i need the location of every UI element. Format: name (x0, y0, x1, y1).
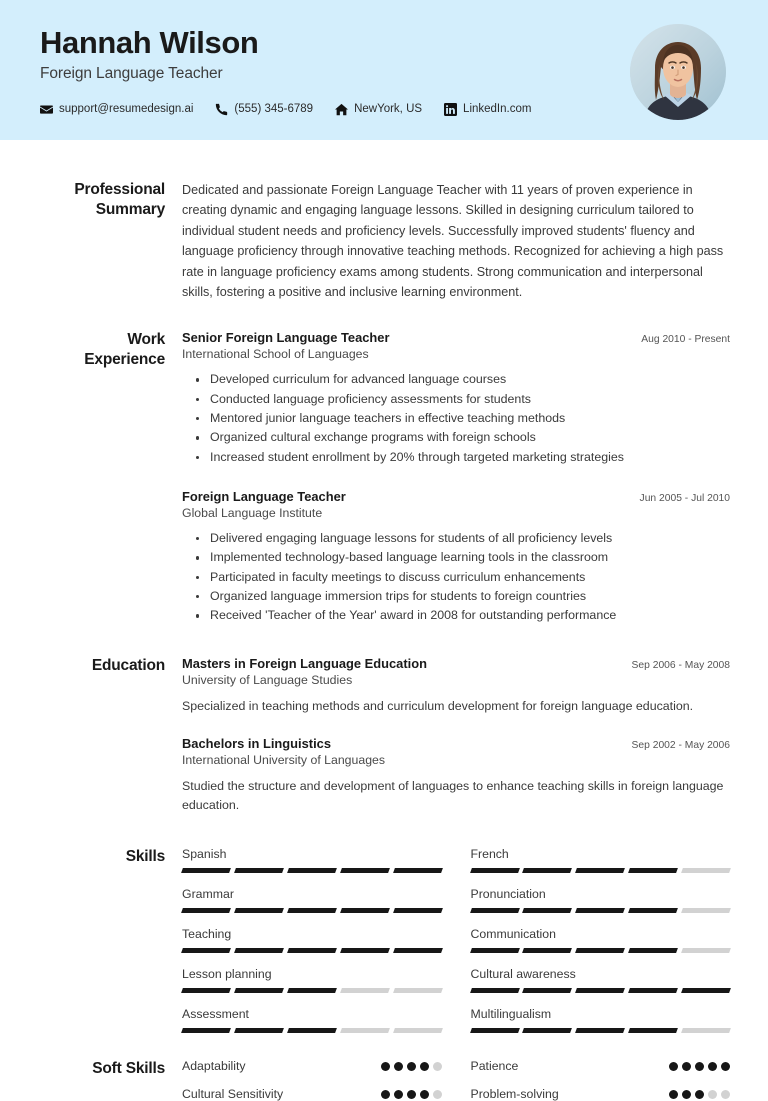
section-work-experience (0, 330, 730, 625)
work-entry (182, 489, 730, 626)
skill-level-bar (471, 948, 731, 953)
rating-dot (407, 1062, 416, 1071)
rating-dot (433, 1090, 442, 1099)
rating-dot (682, 1062, 691, 1071)
home-icon (335, 103, 348, 116)
rating-dot (695, 1062, 704, 1071)
section-label-soft-skills: Soft Skills (92, 1060, 165, 1078)
bullet-item: Developed curriculum for advanced language courses (196, 370, 730, 389)
bullet-item: Implemented technology-based language learning tools in the classroom (196, 548, 730, 567)
skill-level-segment (470, 868, 520, 873)
rating-dot (682, 1090, 691, 1099)
rating-dot (394, 1062, 403, 1071)
skill-name: Communication (470, 927, 556, 942)
contact-email-text: support@resumedesign.ai (59, 103, 194, 116)
bullet-item: Received 'Teacher of the Year' award in 2008 for outstanding performance (196, 606, 730, 625)
contact-email[interactable] (40, 103, 193, 116)
skill-item (471, 967, 731, 993)
skill-level-segment (470, 1028, 520, 1033)
skill-level-segment (340, 988, 390, 993)
section-label-education: Education (91, 656, 165, 674)
skill-level-bar (182, 948, 442, 953)
skill-level-segment (181, 868, 231, 873)
skill-item (471, 1007, 731, 1033)
skill-level-segment (575, 988, 625, 993)
work-entry-head (182, 489, 730, 504)
section-label-work-line2: Experience (84, 351, 165, 369)
education-institution: International University of Languages (182, 753, 386, 767)
skill-level-segment (681, 948, 731, 953)
skill-level-segment (234, 868, 284, 873)
bullet-item: Organized cultural exchange programs with foreign schools (196, 428, 730, 447)
work-entry-organization: Global Language Institute (182, 506, 323, 521)
rating-dot (669, 1062, 678, 1071)
skill-level-segment (522, 868, 572, 873)
education-institution: University of Language Studies (182, 672, 353, 687)
rating-dot (420, 1090, 429, 1099)
contact-linkedin-text: LinkedIn.com (463, 103, 532, 116)
skill-name: Assessment (182, 1007, 249, 1022)
skill-level-segment (575, 1028, 625, 1033)
bullet-item: Increased student enrollment by 20% through targeted marketing strategies (196, 448, 730, 467)
skill-level-segment (340, 1028, 390, 1033)
work-entry-date: Jun 2005 - Jul 2010 (639, 493, 730, 505)
contact-row (40, 103, 728, 116)
rating-dot (708, 1090, 717, 1099)
education-entry-head (182, 736, 730, 751)
education-body (165, 656, 730, 816)
section-label-summary (0, 180, 165, 220)
skill-level-segment (681, 1028, 731, 1033)
education-description: Studied the structure and development of languages to enhance teaching skills in foreign language education. (182, 779, 724, 813)
skill-name: French (470, 847, 509, 862)
soft-skill-rating (669, 1090, 730, 1099)
skill-level-segment (234, 988, 284, 993)
skill-level-segment (628, 1028, 678, 1033)
skill-level-segment (470, 908, 520, 913)
skill-level-bar (471, 908, 731, 913)
skill-level-segment (681, 908, 731, 913)
soft-skill-rating (669, 1062, 730, 1071)
bullet-item: Organized language immersion trips for students to foreign countries (196, 587, 730, 606)
skill-level-segment (522, 988, 572, 993)
skill-level-segment (470, 988, 520, 993)
soft-skills-grid (182, 1059, 730, 1101)
linkedin-icon (444, 103, 457, 116)
section-professional-summary (0, 180, 730, 302)
skill-level-segment (522, 948, 572, 953)
skill-item (471, 887, 731, 913)
skill-item (471, 847, 731, 873)
contact-linkedin[interactable] (444, 103, 531, 116)
summary-body (165, 180, 730, 302)
skill-level-segment (181, 948, 231, 953)
skill-item (182, 967, 442, 993)
rating-dot (721, 1090, 730, 1099)
section-label-summary-line1: Professional (74, 181, 165, 198)
skill-level-segment (287, 1028, 337, 1033)
skill-name: Grammar (182, 887, 234, 902)
skill-level-segment (628, 948, 678, 953)
skill-level-segment (340, 908, 390, 913)
education-description: Specialized in teaching methods and curriculum development for foreign language education. (182, 698, 694, 713)
soft-skills-body (165, 1059, 730, 1101)
work-entry-bullets (182, 370, 730, 467)
skill-name: Spanish (182, 847, 227, 862)
skill-level-segment (393, 1028, 443, 1033)
soft-skill-name: Cultural Sensitivity (182, 1087, 284, 1101)
soft-skill-rating (381, 1062, 442, 1071)
contact-phone-text: (555) 345-6789 (234, 103, 314, 116)
skill-level-bar (182, 988, 442, 993)
skill-level-segment (340, 948, 390, 953)
skill-level-segment (628, 908, 678, 913)
work-entry-title: Senior Foreign Language Teacher (182, 330, 390, 346)
bullet-item: Participated in faculty meetings to discuss curriculum enhancements (196, 568, 730, 587)
resume-header (0, 0, 768, 140)
job-title: Foreign Language Teacher (40, 64, 223, 82)
skill-level-segment (628, 988, 678, 993)
work-entry-date: Aug 2010 - Present (641, 334, 730, 346)
education-date: Sep 2002 - May 2006 (631, 740, 730, 751)
skills-body (165, 847, 730, 1047)
skill-level-segment (287, 908, 337, 913)
education-entry-head (182, 656, 730, 671)
contact-phone[interactable] (215, 103, 313, 116)
skill-item (471, 927, 731, 953)
skill-level-bar (182, 908, 442, 913)
education-entry (182, 656, 730, 716)
skill-level-segment (287, 948, 337, 953)
skill-item (182, 847, 442, 873)
section-label-skills: Skills (125, 848, 165, 866)
soft-skill-name: Adaptability (182, 1059, 246, 1074)
skill-level-segment (393, 948, 443, 953)
soft-skill-item (471, 1059, 731, 1073)
skill-name: Cultural awareness (470, 967, 576, 982)
skill-level-segment (575, 948, 625, 953)
skill-level-segment (287, 868, 337, 873)
skill-level-segment (575, 908, 625, 913)
skill-level-bar (471, 1028, 731, 1033)
skill-level-segment (681, 988, 731, 993)
contact-location[interactable] (335, 103, 422, 116)
resume-body (0, 180, 768, 1101)
skill-level-segment (470, 948, 520, 953)
education-degree: Masters in Foreign Language Education (182, 655, 427, 671)
skill-level-segment (681, 868, 731, 873)
skill-level-bar (182, 1028, 442, 1033)
skill-level-segment (628, 868, 678, 873)
rating-dot (381, 1062, 390, 1071)
rating-dot (708, 1062, 717, 1071)
soft-skill-item (471, 1087, 731, 1101)
bullet-item: Conducted language proficiency assessments for students (196, 390, 730, 409)
contact-location-text: NewYork, US (354, 103, 423, 116)
section-label-summary-line2: Summary (95, 200, 165, 218)
soft-skill-name: Problem-solving (470, 1087, 559, 1101)
section-label-work (0, 330, 165, 370)
work-entry-bullets (182, 529, 730, 626)
section-label-work-line1: Work (127, 331, 165, 349)
avatar-illustration (630, 24, 726, 120)
work-entry-head (182, 330, 730, 345)
skill-level-bar (182, 868, 442, 873)
bullet-item: Mentored junior language teachers in effective teaching methods (196, 409, 730, 428)
bullet-item: Delivered engaging language lessons for students of all proficiency levels (196, 529, 730, 548)
rating-dot (420, 1062, 429, 1071)
skill-level-segment (181, 908, 231, 913)
rating-dot (695, 1090, 704, 1099)
skill-name: Multilingualism (470, 1007, 552, 1022)
section-education (0, 656, 730, 816)
education-degree: Bachelors in Linguistics (182, 736, 331, 751)
skill-level-segment (181, 1028, 231, 1033)
work-body (165, 330, 730, 625)
skill-name: Lesson planning (182, 967, 272, 982)
soft-skill-item (182, 1087, 442, 1101)
skill-level-segment (234, 948, 284, 953)
skill-name: Teaching (182, 927, 232, 942)
skill-level-segment (575, 868, 625, 873)
education-entry (182, 736, 730, 815)
skill-level-segment (393, 908, 443, 913)
skill-level-segment (234, 908, 284, 913)
summary-text: Dedicated and passionate Foreign Language Teacher with 11 years of proven experience in creating dynamic and engaging language lessons. Skilled in designing curriculum tailored to individual student needs and proficiency levels. Successfully improved students' fluency and language proficiency through innovative teaching methods. Recognized for achieving a high pass rate in language proficiency exams among students. Strong communication and interpersonal skills, fostering a positive and inclusive learning environment. (182, 183, 724, 299)
skill-level-segment (522, 1028, 572, 1033)
soft-skill-item (182, 1059, 442, 1073)
skill-name: Pronunciation (470, 887, 546, 902)
skill-level-bar (471, 988, 731, 993)
education-date: Sep 2006 - May 2008 (631, 659, 730, 671)
work-entry (182, 330, 730, 467)
rating-dot (721, 1062, 730, 1071)
rating-dot (407, 1090, 416, 1099)
skill-level-segment (340, 868, 390, 873)
work-entry-organization: International School of Languages (182, 347, 369, 362)
section-soft-skills (0, 1059, 730, 1101)
skill-item (182, 1007, 442, 1033)
phone-icon (215, 103, 228, 116)
soft-skill-rating (381, 1090, 442, 1099)
soft-skill-name: Patience (470, 1059, 519, 1074)
rating-dot (394, 1090, 403, 1099)
skill-level-segment (181, 988, 231, 993)
skill-level-segment (522, 908, 572, 913)
skills-grid (182, 847, 730, 1047)
envelope-icon (40, 103, 53, 116)
rating-dot (669, 1090, 678, 1099)
skill-item (182, 927, 442, 953)
skill-item (182, 887, 442, 913)
skill-level-segment (234, 1028, 284, 1033)
rating-dot (433, 1062, 442, 1071)
skill-level-bar (471, 868, 731, 873)
page-title: Hannah Wilson (40, 25, 259, 60)
skill-level-segment (287, 988, 337, 993)
skill-level-segment (393, 868, 443, 873)
rating-dot (381, 1090, 390, 1099)
skill-level-segment (393, 988, 443, 993)
work-entry-title: Foreign Language Teacher (182, 489, 346, 505)
section-skills (0, 847, 730, 1047)
avatar (630, 24, 726, 120)
